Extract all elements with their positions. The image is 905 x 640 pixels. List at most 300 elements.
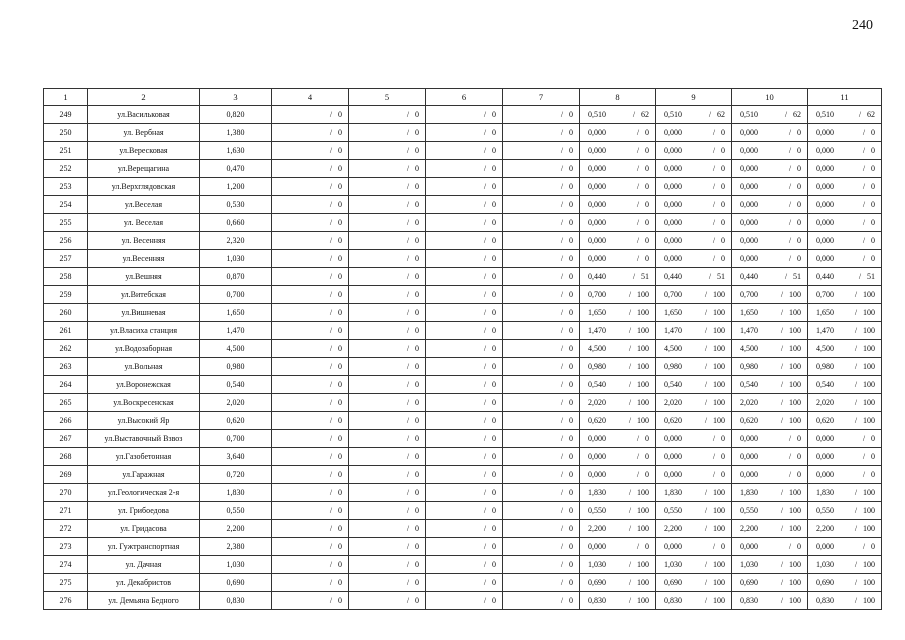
length-value: 0,000 — [740, 127, 758, 137]
slash: / — [406, 163, 410, 173]
zero-value: 0 — [569, 307, 573, 317]
zero-value-cell — [349, 340, 426, 358]
slash: / — [854, 415, 858, 425]
length-percent-cell — [808, 556, 882, 574]
zero-value-cell — [272, 322, 349, 340]
zero-value: 0 — [569, 379, 573, 389]
header-cell: 6 — [426, 89, 503, 106]
slash: / — [636, 181, 640, 191]
slash: / — [329, 199, 333, 209]
length-percent-cell — [580, 286, 656, 304]
percent-value: 0 — [721, 127, 725, 137]
slash: / — [406, 523, 410, 533]
length-value: 0,000 — [740, 235, 758, 245]
length-value: 0,000 — [740, 163, 758, 173]
slash: / — [329, 271, 333, 281]
percent-value: 0 — [797, 217, 801, 227]
zero-value-cell — [503, 286, 580, 304]
zero-value: 0 — [415, 559, 419, 569]
zero-value-cell — [272, 556, 349, 574]
percent-value: 0 — [721, 181, 725, 191]
length-percent-cell — [808, 250, 882, 268]
row-number: 273 — [44, 538, 88, 556]
street-name: ул. Гридасова — [88, 520, 200, 538]
slash: / — [858, 271, 862, 281]
length-percent-cell — [732, 520, 808, 538]
zero-value: 0 — [569, 541, 573, 551]
slash: / — [780, 325, 784, 335]
zero-value: 0 — [415, 127, 419, 137]
slash: / — [329, 451, 333, 461]
street-name: ул.Вешняя — [88, 268, 200, 286]
zero-value: 0 — [415, 487, 419, 497]
percent-value: 100 — [863, 361, 875, 371]
percent-value: 100 — [713, 289, 725, 299]
length-percent-cell — [580, 358, 656, 376]
percent-value: 100 — [713, 307, 725, 317]
slash: / — [560, 487, 564, 497]
length-percent-cell — [808, 178, 882, 196]
percent-value: 0 — [797, 235, 801, 245]
zero-value-cell — [272, 412, 349, 430]
zero-value-cell — [272, 394, 349, 412]
zero-value: 0 — [569, 181, 573, 191]
slash: / — [854, 523, 858, 533]
zero-value-cell — [272, 232, 349, 250]
zero-value-cell — [426, 538, 503, 556]
zero-value-cell — [272, 160, 349, 178]
slash: / — [704, 379, 708, 389]
slash: / — [704, 595, 708, 605]
slash: / — [329, 361, 333, 371]
slash: / — [636, 127, 640, 137]
table-row — [44, 376, 882, 394]
length-value: 0,000 — [816, 541, 834, 551]
street-length: 2,020 — [200, 394, 272, 412]
percent-value: 100 — [713, 577, 725, 587]
length-value: 0,540 — [816, 379, 834, 389]
percent-value: 100 — [713, 325, 725, 335]
slash: / — [560, 163, 564, 173]
slash: / — [862, 253, 866, 263]
table-row — [44, 556, 882, 574]
slash: / — [560, 127, 564, 137]
length-value: 1,650 — [588, 307, 606, 317]
slash: / — [329, 127, 333, 137]
header-cell: 1 — [44, 89, 88, 106]
zero-value-cell — [426, 430, 503, 448]
length-percent-cell — [732, 340, 808, 358]
length-value: 0,000 — [588, 199, 606, 209]
slash: / — [862, 199, 866, 209]
slash: / — [704, 397, 708, 407]
zero-value-cell — [272, 196, 349, 214]
percent-value: 100 — [713, 343, 725, 353]
length-percent-cell — [808, 232, 882, 250]
zero-value-cell — [426, 160, 503, 178]
percent-value: 100 — [789, 289, 801, 299]
zero-value: 0 — [569, 199, 573, 209]
zero-value: 0 — [338, 415, 342, 425]
zero-value-cell — [426, 412, 503, 430]
percent-value: 100 — [637, 559, 649, 569]
length-percent-cell — [808, 196, 882, 214]
zero-value: 0 — [492, 451, 496, 461]
percent-value: 0 — [797, 451, 801, 461]
slash: / — [329, 469, 333, 479]
percent-value: 100 — [863, 379, 875, 389]
zero-value-cell — [503, 466, 580, 484]
length-percent-cell — [580, 430, 656, 448]
header-cell: 5 — [349, 89, 426, 106]
slash: / — [560, 145, 564, 155]
zero-value-cell — [503, 214, 580, 232]
length-percent-cell — [808, 520, 882, 538]
zero-value: 0 — [492, 181, 496, 191]
zero-value: 0 — [492, 109, 496, 119]
slash: / — [406, 469, 410, 479]
length-percent-cell — [808, 538, 882, 556]
zero-value: 0 — [569, 505, 573, 515]
zero-value-cell — [503, 520, 580, 538]
zero-value: 0 — [492, 505, 496, 515]
zero-value: 0 — [415, 433, 419, 443]
slash: / — [780, 379, 784, 389]
percent-value: 0 — [797, 469, 801, 479]
percent-value: 0 — [871, 181, 875, 191]
slash: / — [329, 379, 333, 389]
length-percent-cell — [656, 358, 732, 376]
slash: / — [406, 451, 410, 461]
zero-value: 0 — [492, 397, 496, 407]
percent-value: 0 — [871, 163, 875, 173]
percent-value: 100 — [637, 325, 649, 335]
slash: / — [406, 253, 410, 263]
zero-value-cell — [349, 286, 426, 304]
zero-value-cell — [426, 574, 503, 592]
length-percent-cell — [656, 412, 732, 430]
slash: / — [636, 235, 640, 245]
length-value: 1,830 — [588, 487, 606, 497]
slash: / — [560, 469, 564, 479]
slash: / — [862, 451, 866, 461]
street-name: ул.Выставочный Взвоз — [88, 430, 200, 448]
zero-value-cell — [349, 358, 426, 376]
percent-value: 100 — [789, 577, 801, 587]
street-name: ул.Веселая — [88, 196, 200, 214]
slash: / — [406, 487, 410, 497]
length-percent-cell — [580, 196, 656, 214]
zero-value-cell — [272, 124, 349, 142]
slash: / — [704, 343, 708, 353]
zero-value: 0 — [492, 559, 496, 569]
header-cell: 4 — [272, 89, 349, 106]
slash: / — [862, 469, 866, 479]
percent-value: 100 — [863, 289, 875, 299]
percent-value: 0 — [721, 433, 725, 443]
row-number: 261 — [44, 322, 88, 340]
percent-value: 100 — [713, 505, 725, 515]
length-value: 0,550 — [664, 505, 682, 515]
zero-value-cell — [426, 592, 503, 610]
length-percent-cell — [808, 358, 882, 376]
length-value: 0,000 — [664, 433, 682, 443]
percent-value: 100 — [789, 523, 801, 533]
zero-value: 0 — [338, 451, 342, 461]
street-length: 0,470 — [200, 160, 272, 178]
percent-value: 100 — [637, 487, 649, 497]
slash: / — [788, 127, 792, 137]
zero-value-cell — [349, 556, 426, 574]
length-percent-cell — [580, 466, 656, 484]
slash: / — [483, 595, 487, 605]
slash: / — [483, 235, 487, 245]
length-value: 0,000 — [740, 469, 758, 479]
length-value: 0,540 — [588, 379, 606, 389]
zero-value: 0 — [492, 271, 496, 281]
zero-value: 0 — [492, 127, 496, 137]
slash: / — [329, 325, 333, 335]
zero-value-cell — [503, 502, 580, 520]
slash: / — [628, 487, 632, 497]
length-percent-cell — [656, 214, 732, 232]
percent-value: 100 — [713, 595, 725, 605]
zero-value: 0 — [569, 487, 573, 497]
slash: / — [406, 289, 410, 299]
slash: / — [560, 307, 564, 317]
table-row — [44, 304, 882, 322]
street-name: ул.Верещагина — [88, 160, 200, 178]
page-number: 240 — [852, 18, 873, 33]
length-value: 0,000 — [740, 199, 758, 209]
slash: / — [483, 181, 487, 191]
slash: / — [406, 559, 410, 569]
table-row — [44, 538, 882, 556]
percent-value: 0 — [797, 181, 801, 191]
percent-value: 0 — [871, 469, 875, 479]
slash: / — [329, 523, 333, 533]
zero-value: 0 — [338, 307, 342, 317]
zero-value-cell — [272, 214, 349, 232]
header-row — [44, 89, 882, 106]
slash: / — [329, 577, 333, 587]
slash: / — [628, 595, 632, 605]
slash: / — [329, 433, 333, 443]
length-value: 0,620 — [816, 415, 834, 425]
zero-value: 0 — [338, 235, 342, 245]
slash: / — [784, 109, 788, 119]
street-name: ул.Вольная — [88, 358, 200, 376]
percent-value: 100 — [637, 577, 649, 587]
street-name: ул.Воронежская — [88, 376, 200, 394]
street-name: ул. Вербная — [88, 124, 200, 142]
length-value: 0,980 — [816, 361, 834, 371]
length-percent-cell — [656, 448, 732, 466]
slash: / — [483, 253, 487, 263]
zero-value-cell — [426, 484, 503, 502]
zero-value-cell — [503, 142, 580, 160]
zero-value: 0 — [415, 199, 419, 209]
percent-value: 0 — [721, 541, 725, 551]
zero-value: 0 — [415, 361, 419, 371]
length-percent-cell — [808, 466, 882, 484]
length-percent-cell — [808, 286, 882, 304]
slash: / — [704, 415, 708, 425]
length-percent-cell — [656, 232, 732, 250]
zero-value: 0 — [492, 361, 496, 371]
length-value: 2,200 — [588, 523, 606, 533]
slash: / — [560, 451, 564, 461]
zero-value-cell — [272, 484, 349, 502]
row-number: 274 — [44, 556, 88, 574]
zero-value: 0 — [338, 379, 342, 389]
slash: / — [788, 451, 792, 461]
length-percent-cell — [580, 412, 656, 430]
slash: / — [329, 307, 333, 317]
length-value: 0,550 — [740, 505, 758, 515]
length-value: 4,500 — [740, 343, 758, 353]
length-percent-cell — [580, 574, 656, 592]
slash: / — [329, 289, 333, 299]
length-percent-cell — [656, 430, 732, 448]
zero-value-cell — [349, 574, 426, 592]
row-number: 256 — [44, 232, 88, 250]
slash: / — [712, 253, 716, 263]
slash: / — [483, 433, 487, 443]
street-name: ул. Дачная — [88, 556, 200, 574]
zero-value: 0 — [492, 235, 496, 245]
length-percent-cell — [808, 502, 882, 520]
slash: / — [483, 343, 487, 353]
zero-value: 0 — [338, 145, 342, 155]
length-value: 0,000 — [816, 163, 834, 173]
slash: / — [329, 595, 333, 605]
percent-value: 100 — [789, 307, 801, 317]
length-value: 1,830 — [664, 487, 682, 497]
percent-value: 100 — [863, 577, 875, 587]
slash: / — [628, 397, 632, 407]
table-row — [44, 394, 882, 412]
length-percent-cell — [732, 322, 808, 340]
zero-value-cell — [503, 106, 580, 124]
slash: / — [628, 523, 632, 533]
length-percent-cell — [732, 178, 808, 196]
length-value: 0,440 — [816, 271, 834, 281]
slash: / — [406, 217, 410, 227]
zero-value-cell — [426, 358, 503, 376]
zero-value-cell — [426, 340, 503, 358]
zero-value: 0 — [569, 109, 573, 119]
length-value: 4,500 — [664, 343, 682, 353]
length-percent-cell — [580, 538, 656, 556]
slash: / — [483, 541, 487, 551]
zero-value: 0 — [492, 163, 496, 173]
length-value: 0,000 — [740, 217, 758, 227]
length-percent-cell — [808, 106, 882, 124]
percent-value: 100 — [789, 397, 801, 407]
street-name: ул.Вересковая — [88, 142, 200, 160]
zero-value-cell — [426, 106, 503, 124]
zero-value: 0 — [569, 145, 573, 155]
street-length: 3,640 — [200, 448, 272, 466]
slash: / — [780, 307, 784, 317]
row-number: 265 — [44, 394, 88, 412]
length-percent-cell — [808, 484, 882, 502]
slash: / — [329, 559, 333, 569]
slash: / — [483, 325, 487, 335]
length-value: 0,510 — [664, 109, 682, 119]
zero-value: 0 — [338, 487, 342, 497]
length-percent-cell — [580, 340, 656, 358]
slash: / — [406, 379, 410, 389]
zero-value: 0 — [569, 271, 573, 281]
length-percent-cell — [656, 304, 732, 322]
length-value: 0,000 — [664, 451, 682, 461]
table-row — [44, 268, 882, 286]
row-number: 260 — [44, 304, 88, 322]
length-value: 1,470 — [664, 325, 682, 335]
slash: / — [560, 271, 564, 281]
street-length: 1,630 — [200, 142, 272, 160]
percent-value: 0 — [645, 469, 649, 479]
length-percent-cell — [732, 502, 808, 520]
percent-value: 0 — [645, 253, 649, 263]
slash: / — [636, 469, 640, 479]
length-percent-cell — [732, 196, 808, 214]
length-value: 1,030 — [740, 559, 758, 569]
street-length: 0,690 — [200, 574, 272, 592]
street-length: 1,030 — [200, 556, 272, 574]
slash: / — [628, 505, 632, 515]
percent-value: 100 — [789, 343, 801, 353]
zero-value: 0 — [569, 469, 573, 479]
street-name: ул.Верхглядовская — [88, 178, 200, 196]
slash: / — [406, 541, 410, 551]
slash: / — [560, 343, 564, 353]
length-value: 0,000 — [588, 145, 606, 155]
length-percent-cell — [580, 376, 656, 394]
slash: / — [712, 217, 716, 227]
slash: / — [636, 163, 640, 173]
slash: / — [712, 433, 716, 443]
zero-value-cell — [503, 160, 580, 178]
street-name: ул.Витебская — [88, 286, 200, 304]
length-percent-cell — [732, 250, 808, 268]
length-value: 0,510 — [588, 109, 606, 119]
row-number: 272 — [44, 520, 88, 538]
slash: / — [854, 505, 858, 515]
slash: / — [483, 397, 487, 407]
length-value: 1,470 — [816, 325, 834, 335]
zero-value-cell — [349, 268, 426, 286]
zero-value: 0 — [415, 253, 419, 263]
length-value: 0,000 — [588, 217, 606, 227]
percent-value: 0 — [797, 541, 801, 551]
percent-value: 62 — [641, 109, 649, 119]
zero-value-cell — [503, 268, 580, 286]
zero-value-cell — [426, 304, 503, 322]
length-percent-cell — [732, 304, 808, 322]
zero-value-cell — [272, 448, 349, 466]
length-value: 0,000 — [664, 163, 682, 173]
table-row — [44, 466, 882, 484]
slash: / — [560, 523, 564, 533]
length-percent-cell — [808, 412, 882, 430]
street-length: 0,700 — [200, 430, 272, 448]
slash: / — [632, 271, 636, 281]
length-percent-cell — [580, 232, 656, 250]
slash: / — [788, 199, 792, 209]
